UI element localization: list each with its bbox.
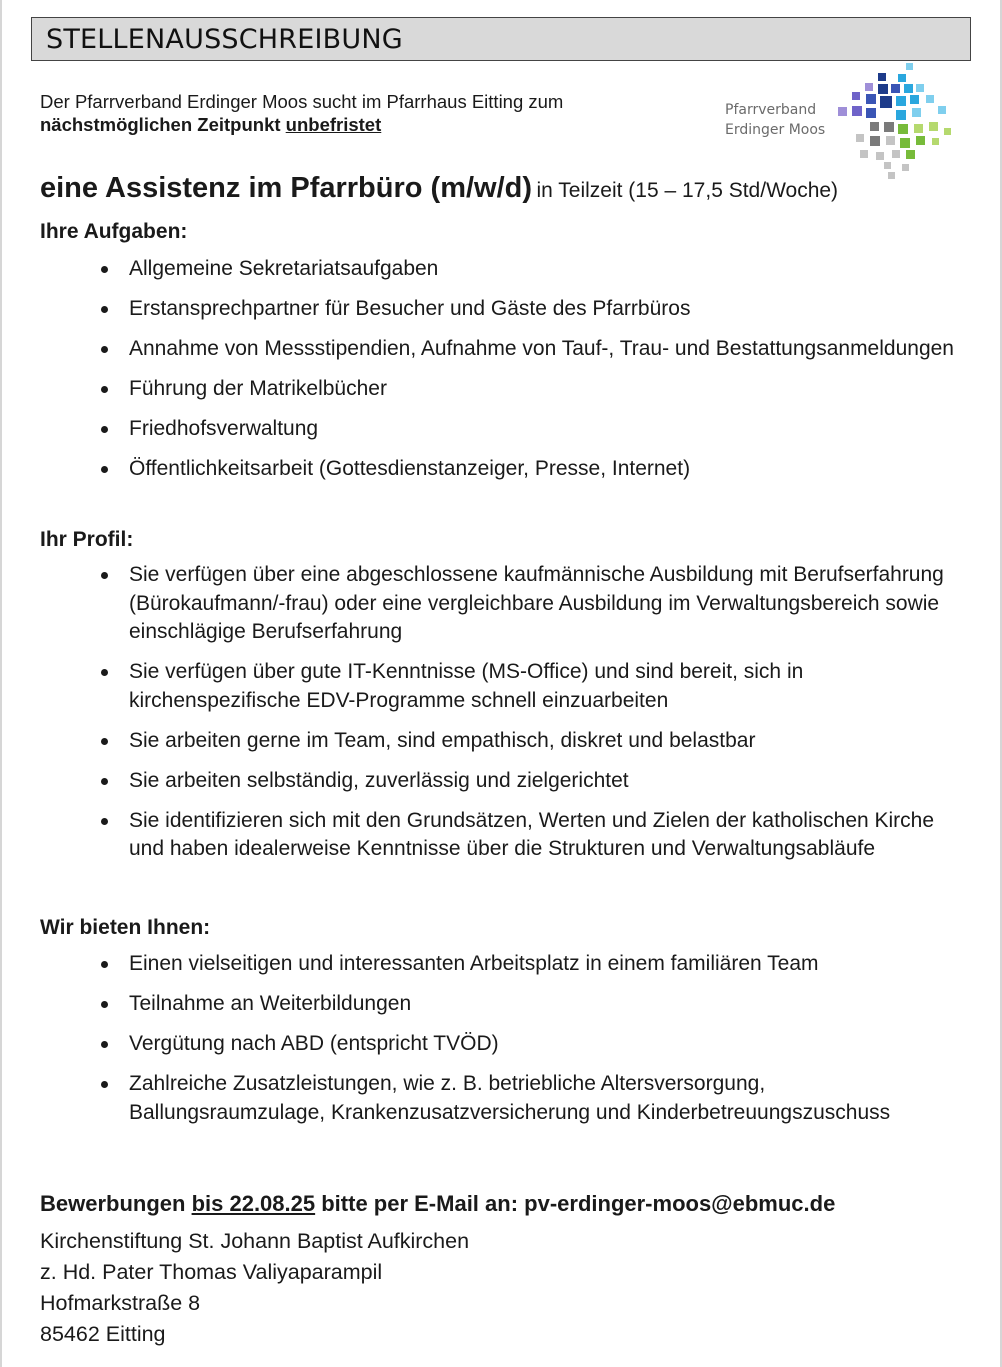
page-edge-left	[0, 0, 2, 1367]
list-item: Sie verfügen über gute IT-Kenntnisse (MS-Office) und sind bereit, sich in kirchenspezifische EDV-Programme schnell einzuarbeiten	[40, 658, 960, 715]
application-prefix: Bewerbungen	[40, 1191, 192, 1216]
address-line-4: 85462 Eitting	[40, 1322, 166, 1346]
intro-line-1: Der Pfarrverband Erdinger Moos sucht im Pfarrhaus Eitting zum	[40, 91, 564, 112]
intro-line-2-prefix: nächstmöglichen Zeitpunkt	[40, 114, 286, 135]
job-headline	[40, 172, 838, 205]
offer-heading: Wir bieten Ihnen:	[40, 916, 211, 939]
list-item: Einen vielseitigen und interessanten Arbeitsplatz in einem familiären Team	[40, 950, 960, 979]
list-item: Sie arbeiten selbständig, zuverlässig und zielgerichtet	[40, 767, 960, 796]
list-item: Sie arbeiten gerne im Team, sind empathisch, diskret und belastbar	[40, 727, 960, 756]
address-line-2: z. Hd. Pater Thomas Valiyaparampil	[40, 1260, 383, 1284]
logo-wordmark	[725, 100, 825, 140]
tasks-heading: Ihre Aufgaben:	[40, 220, 188, 243]
list-item: Öffentlichkeitsarbeit (Gottesdienstanzeiger, Presse, Internet)	[40, 455, 960, 484]
application-line	[40, 1191, 835, 1217]
list-item: Allgemeine Sekretariatsaufgaben	[40, 255, 960, 284]
offer-list	[40, 950, 960, 1139]
list-item: Vergütung nach ABD (entspricht TVÖD)	[40, 1030, 960, 1059]
intro-line-2	[40, 113, 680, 136]
address-line-3: Hofmarkstraße 8	[40, 1291, 201, 1315]
logo-pixels	[838, 63, 951, 179]
document-title: STELLENAUSSCHREIBUNG	[46, 24, 403, 55]
logo-line-1: Pfarrverband	[725, 102, 817, 118]
job-title: eine Assistenz im Pfarrbüro (m/w/d)	[40, 172, 533, 204]
profile-heading: Ihr Profil:	[40, 528, 134, 551]
list-item: Sie verfügen über eine abgeschlossene kaufmännische Ausbildung mit Berufserfahrung (Bürokaufmann/-frau) oder eine vergleichbare Ausbildung im Verwaltungsbereich sowie einschlägige Berufserfahrung	[40, 561, 960, 647]
application-deadline: bis 22.08.25	[191, 1191, 316, 1216]
application-mid: bitte per E-Mail an:	[315, 1191, 525, 1216]
application-email[interactable]: pv-erdinger-moos@ebmuc.de	[524, 1191, 836, 1216]
address-line-1: Kirchenstiftung St. Johann Baptist Aufkirchen	[40, 1229, 470, 1253]
logo-line-2: Erdinger Moos	[725, 122, 826, 138]
list-item: Annahme von Messstipendien, Aufnahme von Tauf-, Trau- und Bestattungsanmeldungen	[40, 335, 960, 364]
list-item: Erstansprechpartner für Besucher und Gäste des Pfarrbüros	[40, 295, 960, 324]
list-item: Teilnahme an Weiterbildungen	[40, 990, 960, 1019]
list-item: Sie identifizieren sich mit den Grundsätzen, Werten und Zielen der katholischen Kirche und haben idealerweise Kenntnisse über die Strukturen und Verwaltungsabläufe	[40, 807, 960, 864]
list-item: Zahlreiche Zusatzleistungen, wie z. B. betriebliche Altersversorgung, Ballungsraumzulage, Krankenzusatzversicherung und Kinderbetreuungszuschuss	[40, 1070, 960, 1127]
tasks-list	[40, 255, 960, 495]
postal-address	[40, 1226, 469, 1350]
intro-text	[40, 90, 680, 136]
profile-list	[40, 561, 960, 875]
list-item: Führung der Matrikelbücher	[40, 375, 960, 404]
intro-emphasis: unbefristet	[285, 114, 382, 135]
title-banner	[31, 17, 971, 61]
pfarrverband-logo-icon	[834, 62, 958, 180]
job-hours: in Teilzeit (15 – 17,5 Std/Woche)	[536, 179, 839, 202]
list-item: Friedhofsverwaltung	[40, 415, 960, 444]
